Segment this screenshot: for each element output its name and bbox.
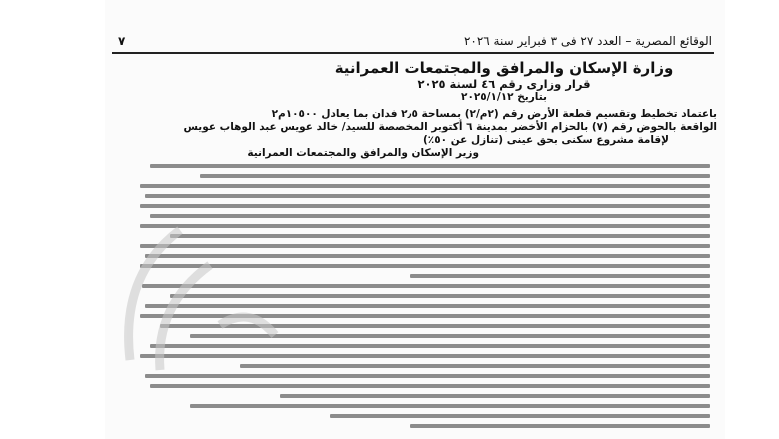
subject-line: الواقعة بالحوض رقم (٧) بالحزام الأخضر بمدينة ٦ أكتوبر المخصصة للسيد/ خالد عويس عبد الوهاب عويس: [183, 121, 717, 133]
subject-line: باعتماد تخطيط وتقسيم قطعة الأرض رقم (٢م/٢) بمساحة ٢٫٥ فدان بما يعادل ١٠٥٠٠م٢: [271, 108, 717, 120]
decree-number: قرار وزارى رقم ٤٦ لسنة ٢٠٢٥: [417, 77, 591, 91]
body-text-line: [200, 174, 710, 178]
decree-date: بتاريخ ٢٠٢٥/١/١٢: [461, 91, 547, 103]
decree-title-block: [289, 60, 719, 104]
body-text-line: [150, 164, 710, 168]
minister-heading: وزير الإسكان والمرافق والمجتمعات العمرانية: [247, 147, 479, 159]
body-text-line: [410, 424, 710, 428]
page-header: [118, 34, 712, 52]
body-text-line: [190, 404, 710, 408]
body-text-line: [410, 274, 710, 278]
watermark-seal: [100, 185, 350, 395]
header-text: الوقائع المصرية – العدد ٢٧ فى ٣ فبراير سنة ٢٠٢٦: [463, 34, 712, 48]
ministry-title: وزارة الإسكان والمرافق والمجتمعات العمرانية: [334, 59, 674, 77]
body-text-line: [330, 414, 710, 418]
subject-line: لإقامة مشروع سكنى بحق عينى (تنازل عن ٥٠٪): [423, 134, 669, 146]
header-rule: [112, 52, 714, 54]
page-number: ٧: [118, 34, 126, 48]
